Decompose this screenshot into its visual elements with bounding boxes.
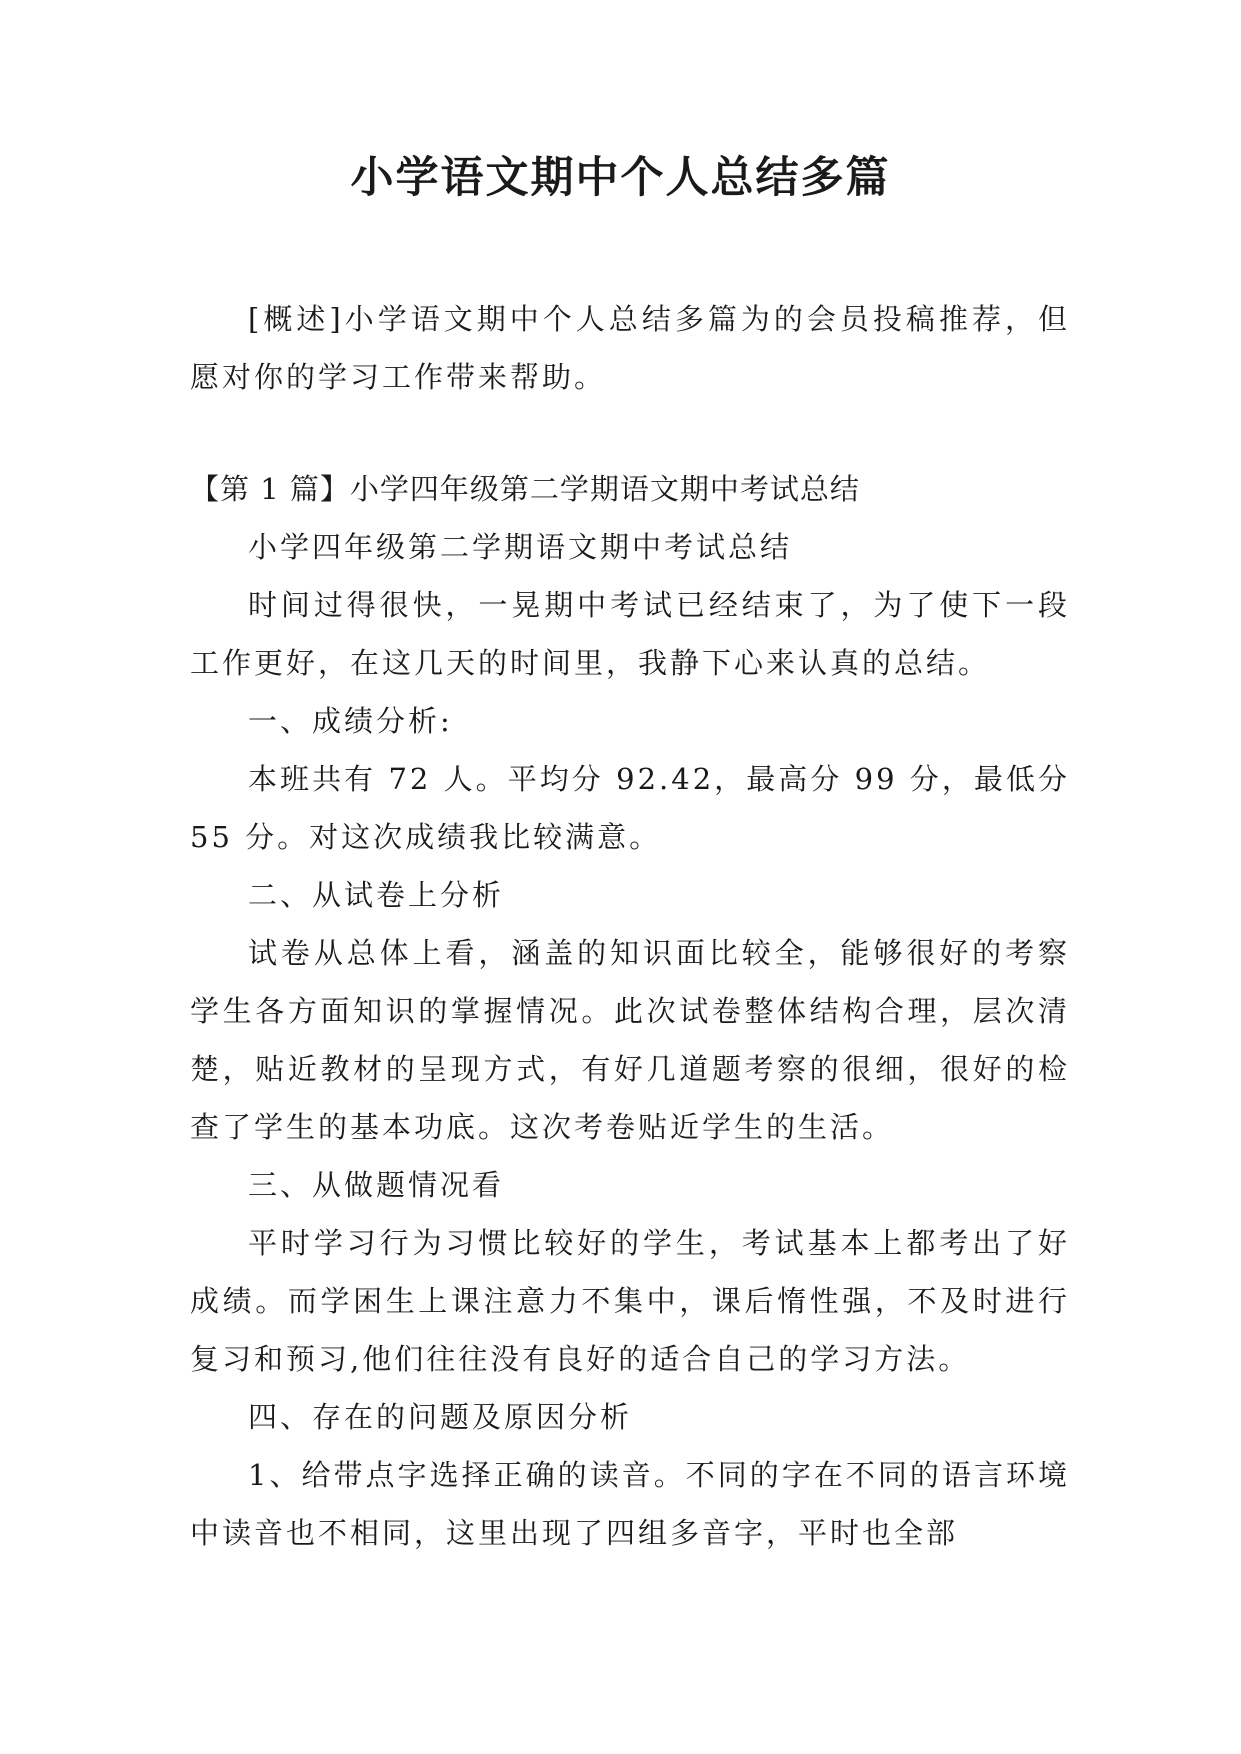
body-paragraph: 试卷从总体上看，涵盖的知识面比较全，能够很好的考察学生各方面知识的掌握情况。此次试卷整体结构合理，层次清楚，贴近教材的呈现方式，有好几道题考察的很细，很好的检查了学生的基本功底。这次考卷贴近学生的生活。	[190, 936, 1070, 1144]
summary-paragraph: [概述]小学语文期中个人总结多篇为的会员投稿推荐，但愿对你的学习工作带来帮助。	[190, 302, 1070, 394]
document-title: 小学语文期中个人总结多篇	[350, 153, 891, 203]
body-paragraph: 平时学习行为习惯比较好的学生，考试基本上都考出了好成绩。而学困生上课注意力不集中，课后惰性强，不及时进行复习和预习,他们往往没有良好的适合自己的学习方法。	[190, 1226, 1070, 1376]
section-heading-problems: 四、存在的问题及原因分析	[248, 1400, 633, 1434]
body-paragraph: 1、给带点字选择正确的读音。不同的字在不同的语言环境中读音也不相同，这里出现了四组多音字，平时也全部	[190, 1458, 1070, 1550]
article-heading: 【第 1 篇】小学四年级第二学期语文期中考试总结	[190, 472, 860, 506]
article-body	[190, 518, 1070, 1562]
article-subtitle: 小学四年级第二学期语文期中考试总结	[248, 530, 793, 564]
body-paragraph: 本班共有 72 人。平均分 92.42，最高分 99 分，最低分 55 分。对这次成绩我比较满意。	[190, 762, 1070, 854]
section-heading-paper-analysis: 二、从试卷上分析	[248, 878, 505, 912]
section-heading-answer-analysis: 三、从做题情况看	[248, 1168, 505, 1202]
body-paragraph: 时间过得很快，一晃期中考试已经结束了，为了使下一段工作更好，在这几天的时间里，我静下心来认真的总结。	[190, 588, 1070, 680]
section-heading-score-analysis: 一、成绩分析:	[248, 704, 453, 738]
